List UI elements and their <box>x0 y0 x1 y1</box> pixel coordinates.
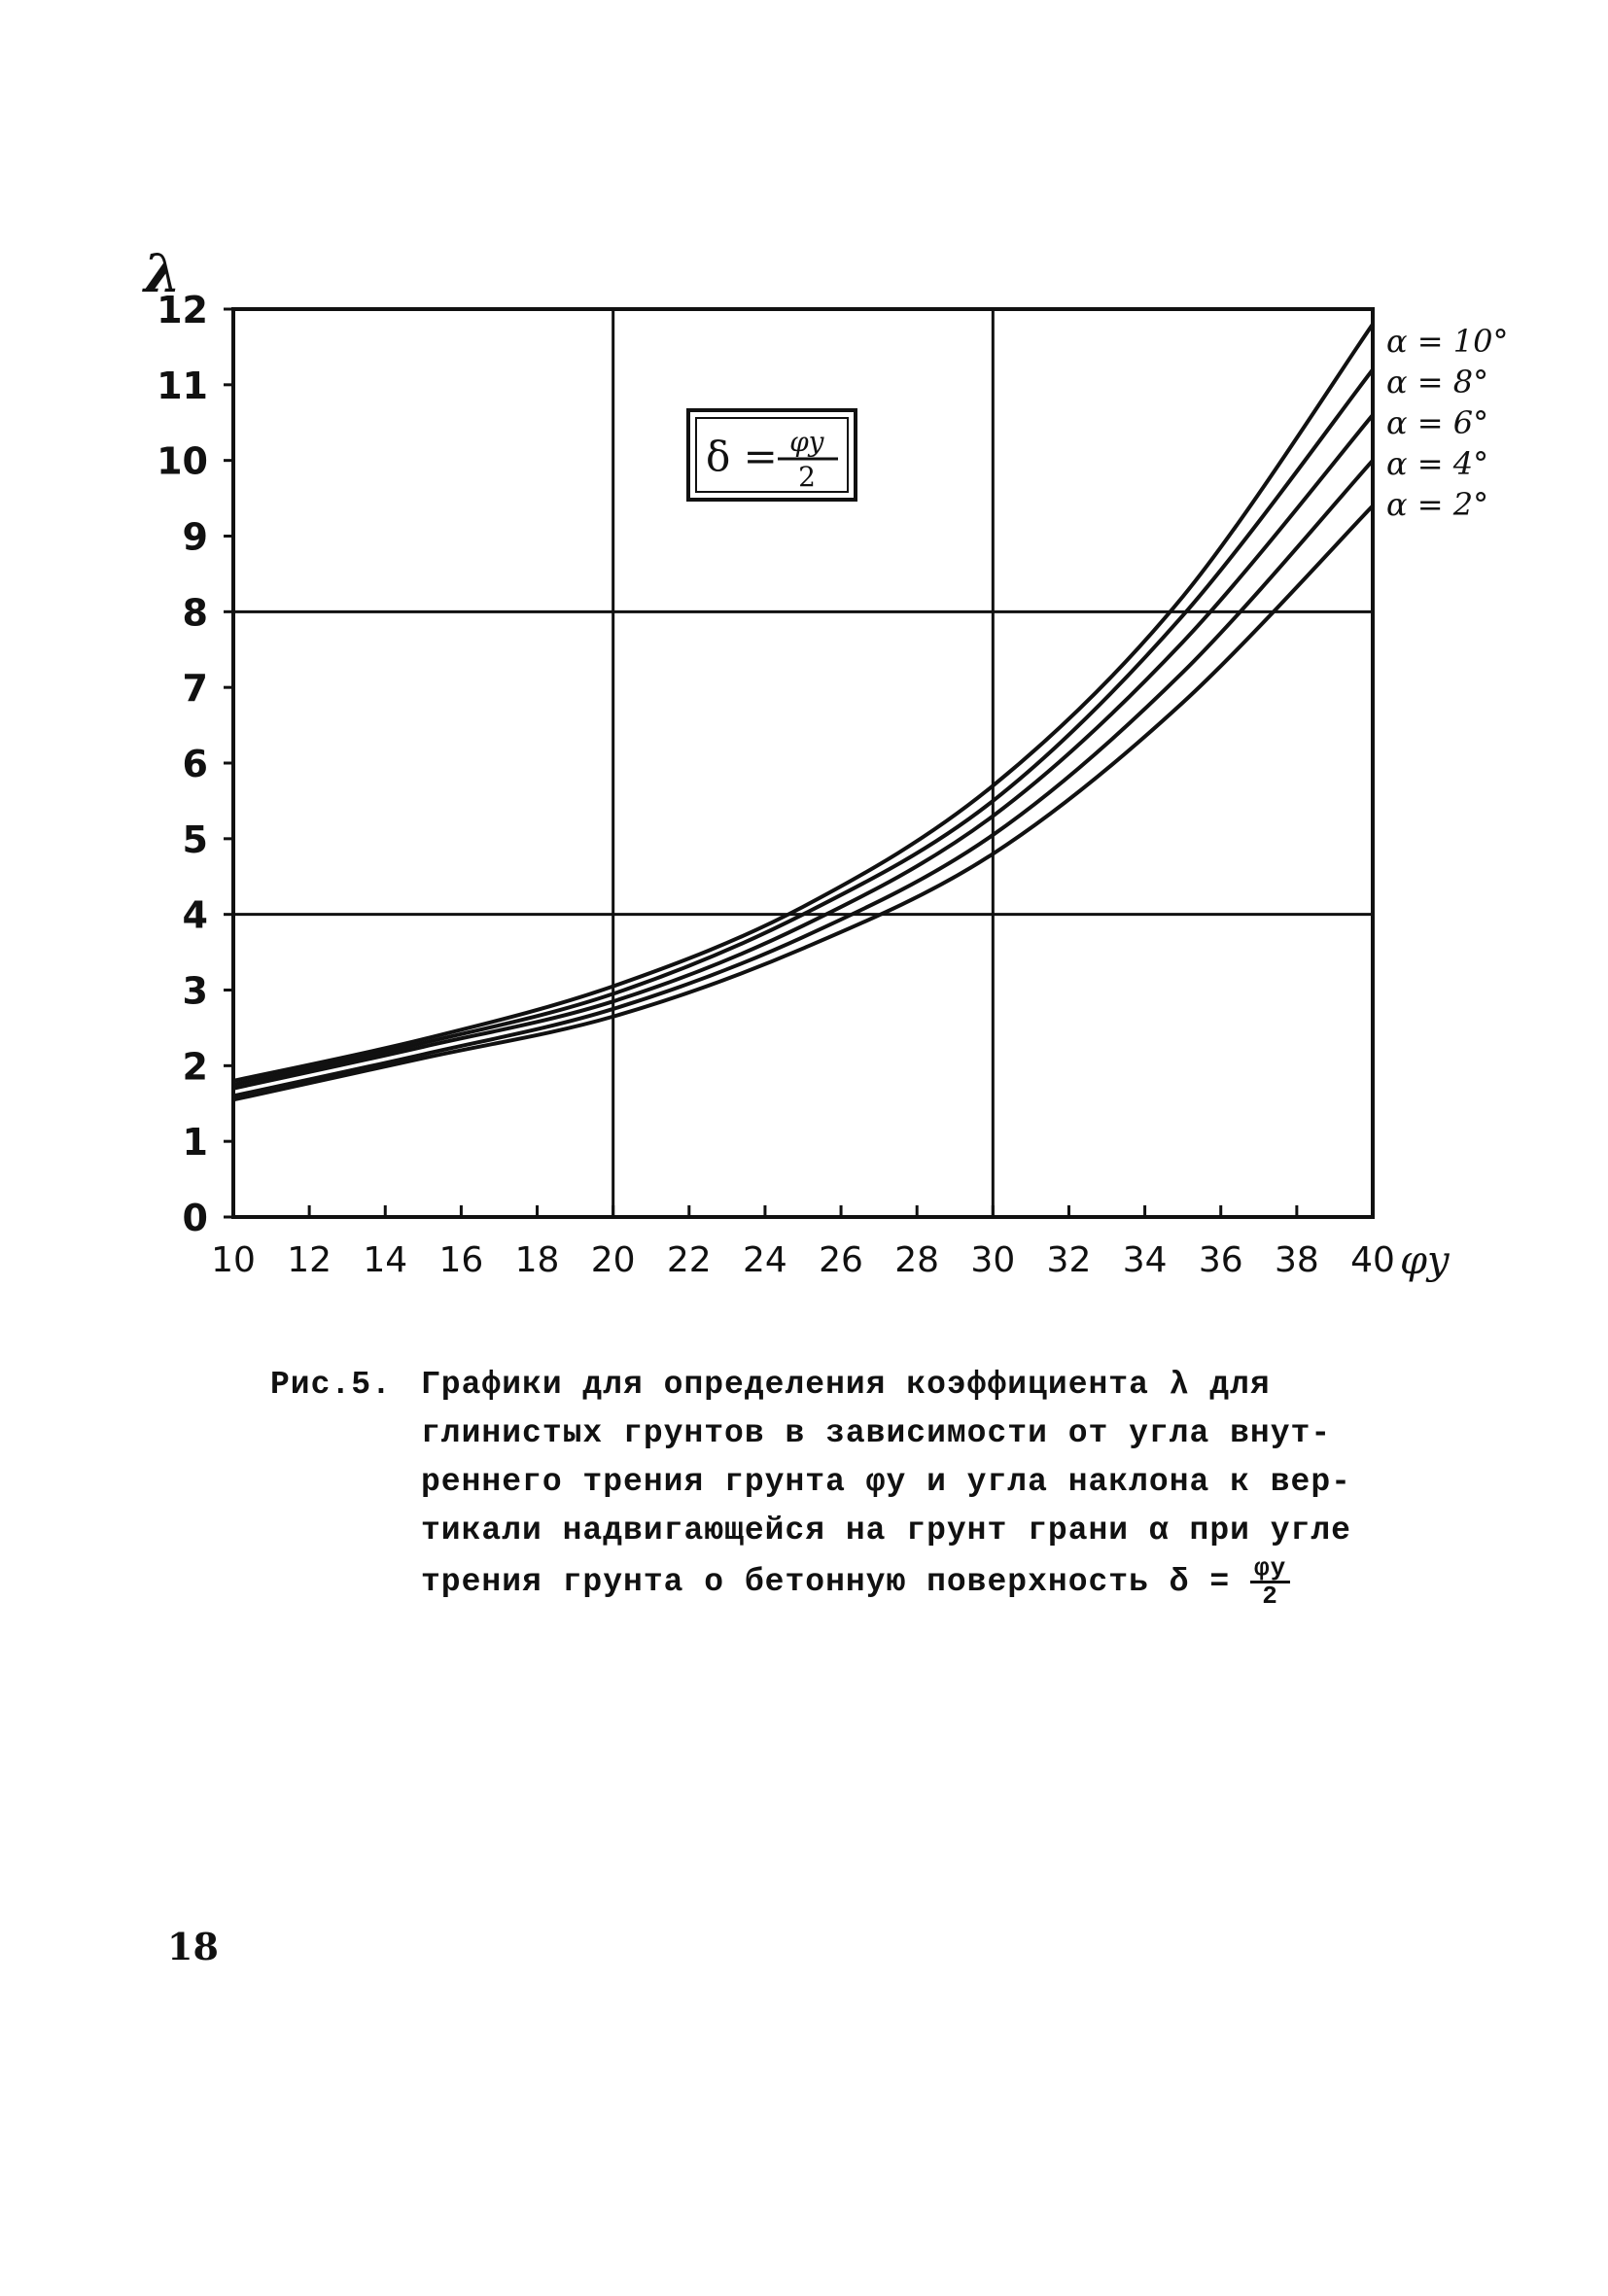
caption-line-2: глинистых грунтов в зависимости от угла внут- <box>421 1415 1332 1451</box>
y-tick-label: 2 <box>182 1045 208 1089</box>
legend-entry-4: α = 4° <box>1386 445 1489 482</box>
y-tick-label: 1 <box>182 1121 208 1165</box>
x-tick-label: 12 <box>287 1240 332 1280</box>
y-tick-labels <box>157 289 233 1239</box>
x-tick-label: 34 <box>1122 1240 1168 1280</box>
page-number: 18 <box>167 1925 219 1968</box>
caption-label: Рис.5. <box>270 1367 392 1403</box>
caption-last-line-text: трения грунта о бетонную поверхность <box>421 1564 1149 1601</box>
x-tick-label: 10 <box>211 1240 256 1280</box>
formula-lhs: δ = <box>706 433 778 480</box>
legend-entry-5: α = 2° <box>1386 486 1489 523</box>
caption-line-4: тикали надвигающейся на грунт грани α при угле <box>421 1513 1351 1548</box>
formula-numerator: φу <box>789 426 824 458</box>
x-tick-label: 32 <box>1046 1240 1092 1280</box>
caption-line-3: реннего трения грунта φу и угла наклона к вер- <box>421 1464 1351 1500</box>
series-line-3 <box>233 415 1373 1089</box>
y-tick-label: 8 <box>182 591 208 635</box>
y-tick-label: 11 <box>157 364 208 407</box>
y-tick-label: 0 <box>182 1197 208 1239</box>
caption-formula-fraction <box>1250 1555 1290 1609</box>
y-tick-label: 7 <box>182 667 208 711</box>
x-tick-label: 16 <box>438 1240 484 1280</box>
series-line-4 <box>233 461 1373 1096</box>
caption-formula-lhs: δ = <box>1169 1564 1231 1601</box>
caption-formula-den: 2 <box>1262 1582 1278 1611</box>
y-tick-label: 5 <box>182 818 208 861</box>
x-tick-label: 14 <box>363 1240 408 1280</box>
y-tick-label: 3 <box>182 969 208 1013</box>
x-tick-label: 20 <box>590 1240 636 1280</box>
caption-line-1: Графики для определения коэффициента λ для <box>421 1367 1271 1403</box>
y-tick-label: 9 <box>182 515 208 559</box>
caption-text <box>421 1361 1413 1609</box>
y-tick-label: 12 <box>157 289 208 331</box>
x-tick-label: 38 <box>1274 1240 1319 1280</box>
x-tick-label: 40 <box>1350 1240 1395 1280</box>
x-tick-label: 26 <box>819 1240 863 1280</box>
legend-entry-2: α = 8° <box>1386 364 1489 400</box>
caption-formula-num: φу <box>1250 1555 1290 1583</box>
y-tick-label: 10 <box>157 439 208 483</box>
y-tick-label: 4 <box>182 893 208 937</box>
x-tick-label: 18 <box>514 1240 560 1280</box>
legend-entry-1: α = 10° <box>1386 323 1509 360</box>
x-tick-label: 30 <box>970 1240 1016 1280</box>
x-tick-label: 22 <box>666 1240 712 1280</box>
x-tick-label: 36 <box>1198 1240 1243 1280</box>
caption-line-5 <box>421 1555 1413 1609</box>
y-tick-label: 6 <box>182 743 208 785</box>
x-tick-label: 28 <box>894 1240 940 1280</box>
delta-formula-box <box>688 410 856 500</box>
formula-denominator: 2 <box>798 461 816 493</box>
y-axis-label: λ <box>144 242 181 304</box>
x-tick-label: 24 <box>743 1240 787 1280</box>
legend <box>1386 323 1508 523</box>
x-axis-label: φу <box>1400 1238 1451 1283</box>
legend-entry-3: α = 6° <box>1386 404 1489 441</box>
